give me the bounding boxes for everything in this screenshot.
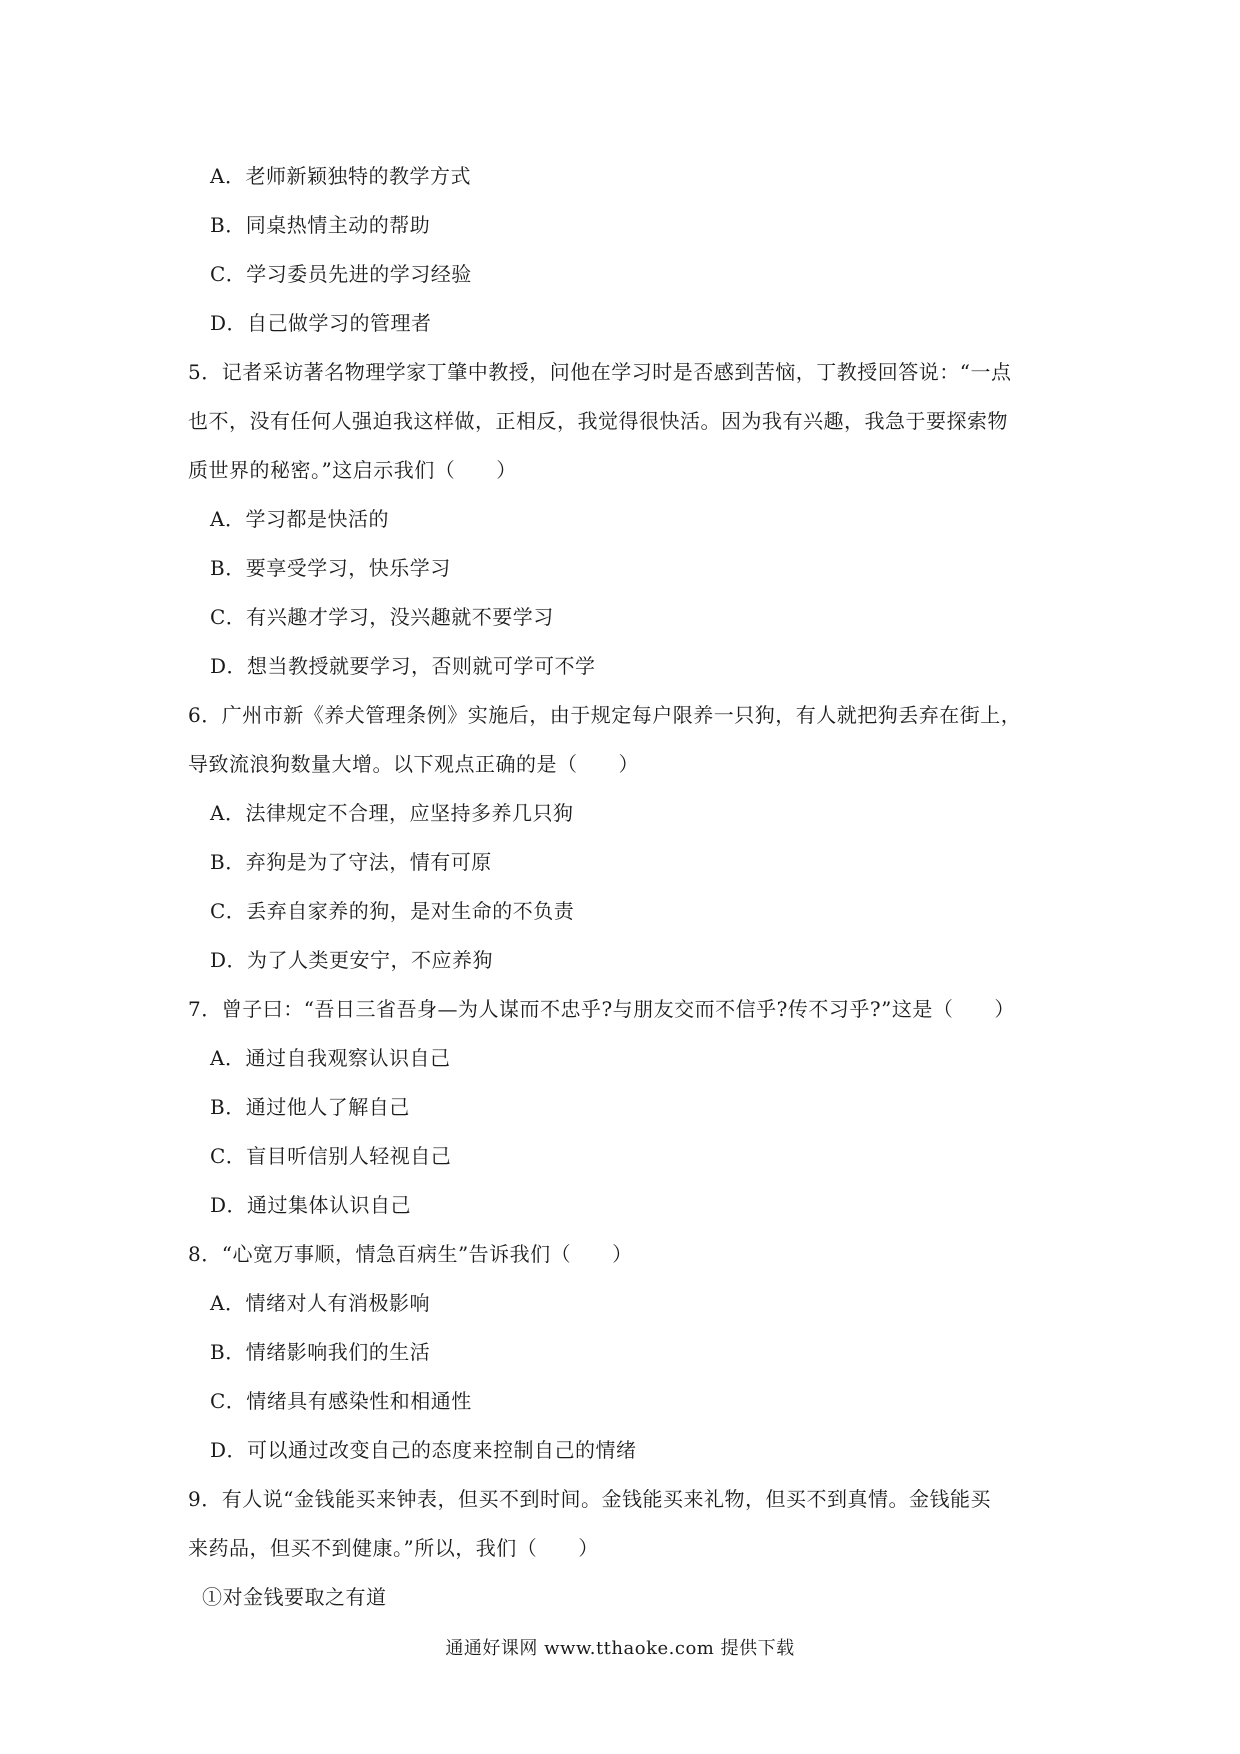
answer-option: D．自己做学习的管理者	[210, 311, 432, 335]
answer-option: D．可以通过改变自己的态度来控制自己的情绪	[210, 1438, 637, 1462]
question-text: 也不，没有任何人强迫我这样做，正相反，我觉得很快活。因为我有兴趣，我急于要探索物	[188, 409, 1008, 433]
answer-option: C．丢弃自家养的狗，是对生命的不负责	[210, 899, 575, 923]
answer-option: C．情绪具有感染性和相通性	[210, 1389, 472, 1413]
answer-option: D．为了人类更安宁，不应养狗	[210, 948, 494, 972]
question-text: 导致流浪狗数量大增。以下观点正确的是（ ）	[188, 752, 639, 776]
question-text: 7．曾子曰：“吾日三省吾身—为人谋而不忠乎?与朋友交而不信乎?传不习乎?”这是（ ）	[188, 997, 1015, 1021]
answer-option: C．学习委员先进的学习经验	[210, 262, 472, 286]
answer-option: A．通过自我观察认识自己	[210, 1046, 451, 1070]
answer-option: A．老师新颖独特的教学方式	[210, 164, 471, 188]
page-footer: 通通好课网 www.tthaoke.com 提供下载	[445, 1638, 795, 1659]
answer-option: C．有兴趣才学习，没兴趣就不要学习	[210, 605, 554, 629]
answer-option: B．同桌热情主动的帮助	[210, 213, 431, 237]
answer-option: A．学习都是快活的	[210, 507, 389, 531]
question-text: 5．记者采访著名物理学家丁肇中教授，问他在学习时是否感到苦恼，丁教授回答说：“一点	[188, 360, 1012, 384]
answer-option: B．弃狗是为了守法，情有可原	[210, 850, 492, 874]
question-text: 8．“心宽万事顺，情急百病生”告诉我们（ ）	[188, 1242, 633, 1266]
question-text: 6．广州市新《养犬管理条例》实施后，由于规定每户限养一只狗，有人就把狗丢弃在街上，	[188, 703, 1022, 727]
answer-option: D．通过集体认识自己	[210, 1193, 412, 1217]
answer-option: B．要享受学习，快乐学习	[210, 556, 451, 580]
answer-option: A．法律规定不合理，应坚持多养几只狗	[210, 801, 574, 825]
sub-item: ①对金钱要取之有道	[202, 1585, 387, 1609]
answer-option: B．通过他人了解自己	[210, 1095, 410, 1119]
answer-option: B．情绪影响我们的生活	[210, 1340, 431, 1364]
answer-option: D．想当教授就要学习，否则就可学可不学	[210, 654, 596, 678]
answer-option: C．盲目听信别人轻视自己	[210, 1144, 452, 1168]
question-content	[188, 152, 1058, 1622]
question-text: 来药品，但买不到健康。”所以，我们（ ）	[188, 1536, 599, 1560]
answer-option: A．情绪对人有消极影响	[210, 1291, 430, 1315]
question-text: 9．有人说“金钱能买来钟表，但买不到时间。金钱能买来礼物，但买不到真情。金钱能买	[188, 1487, 991, 1511]
question-text: 质世界的秘密。”这启示我们（ ）	[188, 458, 517, 482]
